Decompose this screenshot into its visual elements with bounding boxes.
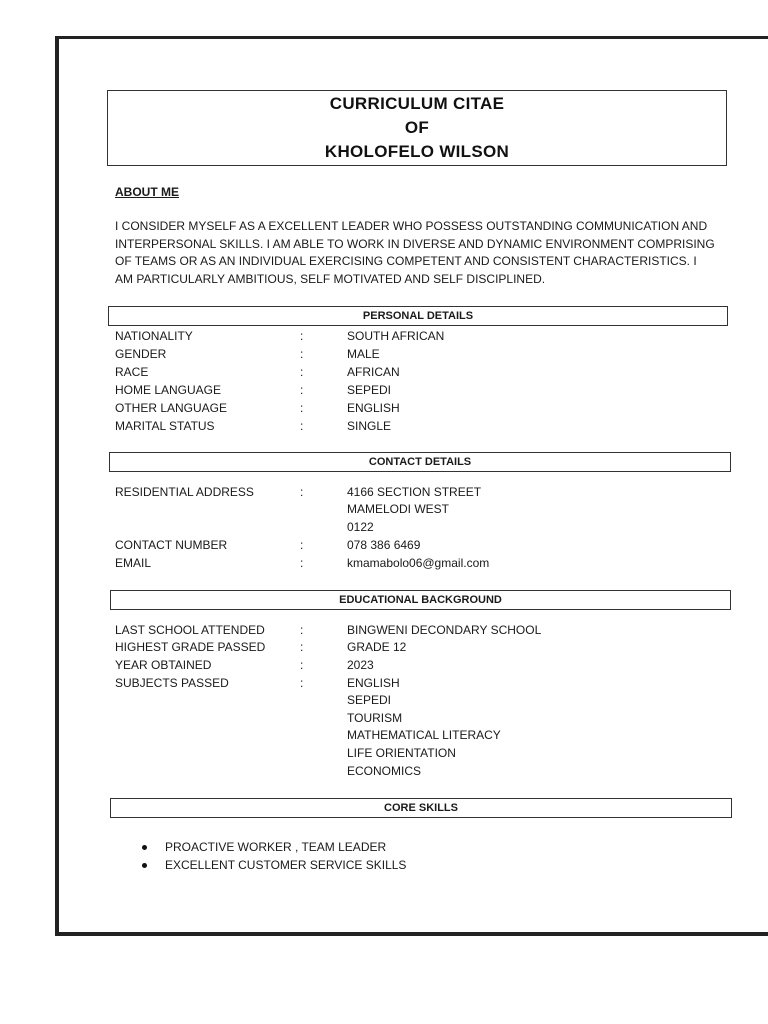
subject-item: LIFE ORIENTATION <box>347 746 456 760</box>
row-value: SOUTH AFRICAN <box>347 329 445 343</box>
subject-item: TOURISM <box>347 711 403 725</box>
row-value: SEPEDI <box>347 383 392 397</box>
row-label: EMAIL <box>115 556 152 570</box>
email-value: kmamabolo06@gmail.com <box>347 556 490 570</box>
row-label: GENDER <box>115 347 167 361</box>
title-line-1: CURRICULUM CITAE <box>329 94 505 113</box>
bullet-icon <box>142 845 147 850</box>
row-label: NATIONALITY <box>115 329 193 343</box>
education-row <box>115 622 715 639</box>
education-row <box>115 727 715 744</box>
row-label: HOME LANGUAGE <box>115 383 222 397</box>
contact-row <box>115 484 715 501</box>
row-colon: : <box>300 676 304 690</box>
contact-details-heading: CONTACT DETAILS <box>109 452 731 472</box>
list-item <box>140 838 406 856</box>
row-label: LAST SCHOOL ATTENDED <box>115 623 265 637</box>
personal-row <box>115 364 715 381</box>
row-value: AFRICAN <box>347 365 400 379</box>
contact-row <box>115 537 715 554</box>
personal-row <box>115 418 715 435</box>
row-colon: : <box>300 640 304 654</box>
row-label: YEAR OBTAINED <box>115 658 212 672</box>
education-row <box>115 692 715 709</box>
row-label: SUBJECTS PASSED <box>115 676 229 690</box>
skill-text: EXCELLENT CUSTOMER SERVICE SKILLS <box>165 858 407 872</box>
row-value: 2023 <box>347 658 374 672</box>
row-colon: : <box>300 347 304 361</box>
row-colon: : <box>300 556 304 570</box>
row-label: RESIDENTIAL ADDRESS <box>115 485 254 499</box>
contact-row <box>115 519 715 536</box>
row-colon: : <box>300 419 304 433</box>
bullet-icon <box>142 863 147 868</box>
row-value: MALE <box>347 347 380 361</box>
contact-row <box>115 501 715 518</box>
row-colon: : <box>300 383 304 397</box>
title-box <box>107 90 727 166</box>
education-row <box>115 657 715 674</box>
education-row <box>115 639 715 656</box>
list-item <box>140 856 406 874</box>
row-value: BINGWENI DECONDARY SCHOOL <box>347 623 542 637</box>
about-text: I CONSIDER MYSELF AS A EXCELLENT LEADER WHO POSSESS OUTSTANDING COMMUNICATION AND INTERPERSONAL SKILLS. I AM ABLE TO WORK IN DIVERSE AND DYNAMIC ENVIRONMENT COMPRISING OF TEAMS OR AS AN INDIVIDUAL EXERCISING COMPETENT AND CONSISTENT CHARACTERISTICS. I AM PARTICULARLY AMBITIOUS, SELF MOTIVATED AND SELF DISCIPLINED. <box>115 219 715 286</box>
personal-row <box>115 400 715 417</box>
address-line: MAMELODI WEST <box>347 502 450 516</box>
education-heading: EDUCATIONAL BACKGROUND <box>110 590 731 610</box>
personal-row <box>115 328 715 345</box>
row-label: HIGHEST GRADE PASSED <box>115 640 266 654</box>
education-row <box>115 710 715 727</box>
row-label: CONTACT NUMBER <box>115 538 228 552</box>
row-label: MARITAL STATUS <box>115 419 215 433</box>
row-colon: : <box>300 658 304 672</box>
education-row <box>115 675 715 692</box>
personal-row <box>115 346 715 363</box>
row-value: 078 386 6469 <box>347 538 421 552</box>
address-line: 0122 <box>347 520 374 534</box>
subject-item: ECONOMICS <box>347 764 422 778</box>
row-label: OTHER LANGUAGE <box>115 401 228 415</box>
row-colon: : <box>300 401 304 415</box>
row-label: RACE <box>115 365 149 379</box>
education-row <box>115 745 715 762</box>
row-colon: : <box>300 365 304 379</box>
row-value: SINGLE <box>347 419 392 433</box>
education-row <box>115 763 715 780</box>
title-line-2: OF <box>404 118 430 137</box>
row-value: ENGLISH <box>347 401 400 415</box>
subject-item: MATHEMATICAL LITERACY <box>347 728 501 742</box>
contact-row <box>115 555 715 572</box>
personal-details-heading: PERSONAL DETAILS <box>108 306 728 326</box>
title-line-3: KHOLOFELO WILSON <box>324 142 510 161</box>
row-colon: : <box>300 485 304 499</box>
about-heading: ABOUT ME <box>115 185 179 199</box>
address-line: 4166 SECTION STREET <box>347 485 482 499</box>
row-value: GRADE 12 <box>347 640 407 654</box>
subject-item: SEPEDI <box>347 693 392 707</box>
subject-item: ENGLISH <box>347 676 400 690</box>
row-colon: : <box>300 623 304 637</box>
row-colon: : <box>300 329 304 343</box>
skill-text: PROACTIVE WORKER , TEAM LEADER <box>165 840 387 854</box>
core-skills-heading: CORE SKILLS <box>110 798 732 818</box>
row-colon: : <box>300 538 304 552</box>
core-skills-list <box>140 838 406 874</box>
personal-row <box>115 382 715 399</box>
